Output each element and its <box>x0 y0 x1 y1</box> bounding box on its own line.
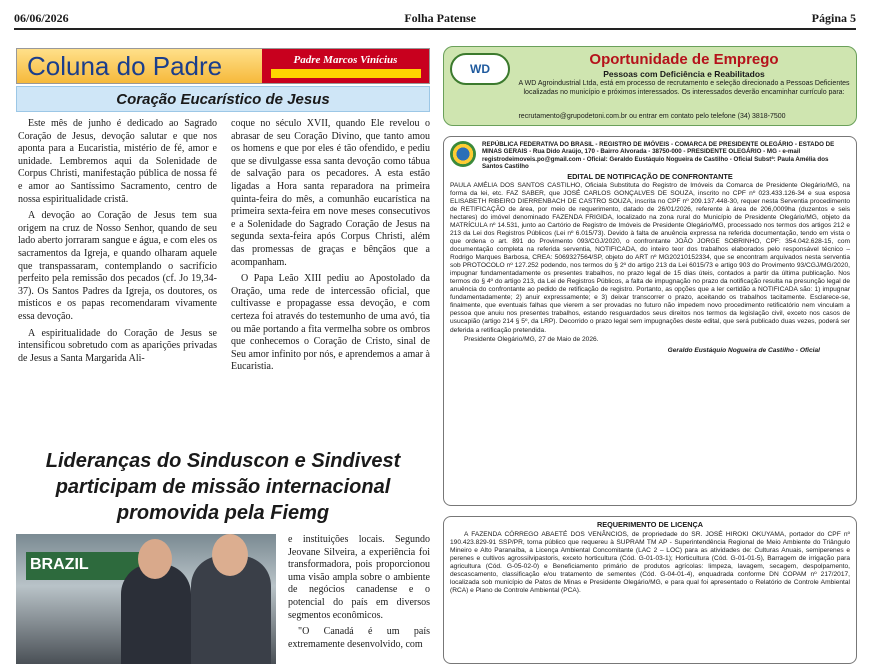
article-column-2 <box>231 118 430 408</box>
paragraph: O Papa Leão XIII pediu ao Apostolado da Oração, uma rede de intercessão oficial, que cultivasse e propagasse essa devoção, e com certeza foi através do testemunho de uma avó, tia ou mãe portando a fita vermelha sobre os ombros que conhecemos o Coração de Cristo, sinal de Seu amor infinito por nós, e aprendemos a amar à Eucaristia. <box>231 273 430 373</box>
paragraph: Presidente Olegário/MG, 27 de Maio de 2026. <box>464 335 599 343</box>
column-title: Coluna do Padre <box>17 49 262 83</box>
page-number: Página 5 <box>811 11 856 25</box>
paragraph: A espiritualidade do Coração de Jesus se intensificou sobretudo com as aparições privadas de Jesus a Santa Margarida Ali- <box>18 327 217 364</box>
masthead <box>14 10 856 30</box>
edital-title: EDITAL DE NOTIFICAÇÃO DE CONFRONTANTE <box>567 171 733 181</box>
person-1-head <box>138 539 172 579</box>
paragraph: Este mês de junho é dedicado ao Sagrado Coração de Jesus, devoção salutar e que nos aponta para a Eucaristia, mistério de fé, amor e unidade. Lembremos aqui da Solenidade de Corpus Christi, manifestação pública de nossa fé e amor ao Santíssimo Sacramento, centro de nossa espiritualidade cristã. <box>18 118 217 205</box>
person-2-head <box>212 534 248 576</box>
article-column-1 <box>18 118 217 408</box>
edital-header <box>450 141 850 171</box>
lideranca-text <box>288 534 430 655</box>
padre-article-body <box>18 118 430 408</box>
licenca-notice <box>443 516 857 664</box>
issue-date: 06/06/2026 <box>14 11 69 25</box>
licenca-body: A FAZENDA CÓRREGO ABAETÉ DOS VENÂNCIOS, de propriedade do SR. JOSÉ HIROKI OKUYAMA, portador do CPF nº 190.423.829-91 SSP/PR, torna público que requereu à SUPRAM TM AP - Superintendência Regional de Meio Ambiente do Triângulo Mineiro e Alto Paranaíba, a Licença Ambiental Concomitante (LAC 2 – LOC) para as atividades de: Culturas Anuais, semiperenes e perenes e cultivos agrossilvipastoris, exceto horticultura (Cód. G-01-03-1); Horticultura (Cód. G-01-01-5), Barragem de irrigação para agricultura (Cód. G-05-02-0) e Beneficiamento primário de produtos agrícolas: limpeza, lavagem, secagem, despolpamento, descascamento, classificação e/ou tratamento de sementes (Cód. G-04-01-4), enquadrada conforme DN COPAM nº 217/2017, localizada sob município de Patos de Minas e Presidente Olegário/MG, e para qual foi apresentado o Relatório de Controle Ambiental (RCA) e Plano de Controle Ambiental (PCA). <box>450 531 850 594</box>
paragraph: e instituições locais. Segundo Jeovane Silveira, a experiência foi transformadora, pois proporcionou uma visão ampla sobre o ambiente de negócios canadense e o potencial do país em diversos segmentos econômicos. <box>288 534 430 621</box>
job-ad-body: A WD Agroindustrial Ltda, está em processo de recrutamento e seleção direcionado a Pessoas Deficientes localizadas no município e próximos interessados. Os interessados deverão encaminhar currículo para: <box>518 80 850 96</box>
licenca-title: REQUERIMENTO DE LICENÇA <box>596 520 704 529</box>
paragraph: coque no século XVII, quando Ele revelou o abrasar de seu Coração Divino, que tanto amou os homens e que por eles é tão ofendido, e pediu que se divulgasse essa santa devoção como tábua de salvação para os pecadores. A esta estão ligadas a Hora santa reparadora na primeira quinta-feira do mês, a comunhão eucarística na primeira sexta-feira em nove meses consecutivos e a Solenidade do Sagrado Coração de Jesus na segunda sexta-feira após Corpus Christi, além das promessas de graças e bênçãos que a acompanham. <box>231 118 430 268</box>
lideranca-photo <box>16 534 276 664</box>
column-author-block <box>262 49 429 83</box>
edital-notice <box>443 136 857 506</box>
padre-column-header <box>16 48 430 112</box>
author-strip <box>271 69 421 78</box>
paragraph: "O Canadá é um país extremamente desenvolvido, com <box>288 626 430 650</box>
paragraph: A devoção ao Coração de Jesus tem sua origem na cruz de Nosso Senhor, quando de seu lado aberto jorraram sangue e água, e com eles os sacramentos da Igreja, e quando olharam aquele que transpassaram, contemplando o sacrifício perfeito pela remissão dos pecados (cf. Jo 19,34-37). Os Santos Padres da Igreja, os doutores, os místicos e os papas recomendaram vivamente essa devoção. <box>18 210 217 322</box>
job-ad-title: Oportunidade de Emprego <box>589 51 779 68</box>
article-title: Coração Eucarístico de Jesus <box>16 86 430 112</box>
job-ad-contact: recrutamento@grupodetoni.com.br ou entrar em contato pelo telefone (34) 3818-7500 <box>518 113 786 120</box>
column-author: Padre Marcos Vinícius <box>293 54 398 66</box>
job-ad-subtitle: Pessoas com Deficiência e Reabilitados <box>603 69 765 79</box>
newspaper-name: Folha Patense <box>404 11 476 25</box>
photo-banner: BRAZIL <box>26 552 146 580</box>
wd-logo: WD <box>450 53 510 85</box>
lideranca-headline: Lideranças do Sinduscon e Sindivest participam de missão internacional promovida pela Fiemg <box>45 450 401 524</box>
padre-banner <box>16 48 430 84</box>
job-ad <box>443 46 857 126</box>
paragraph: PAULA AMÉLIA DOS SANTOS CASTILHO, Oficiala Substituta do Registro de Imóveis da Comarca de Presidente Olegário/MG, na forma da lei, etc. FAZ SABER, que JOSÉ CARLOS GONÇALVES DE SOUZA, inscrito no CPF nº 023.433.126-34 e sua esposa ELISABETH RIBEIRO DIERRENBACH DE CASTRO SOUZA, inscrita no CPF nº 209.137.448-30, requer nesta Serventia procedimento de RETIFICAÇÃO de área, por meio de requerimento, datado de 26/01/2026, referente à área de 206,0009ha (duzentos e seis hectares) do imóvel denominado FAZENDA FRIGIDA, localizado na zona rural do Município de Presidente Olegário/MG, objeto da MATRÍCULA nº 14.531, junto ao Cartório de Registro de Imóveis de Presidente Olegário/MG, processado nos termos dos artigos 212 e 213 da Lei dos Registros Públicos (Lei nº 6.015/73). Devido à falta de anuência expressa na referida documentação, tendo em vista o que ordena o art. 891 do Provimento 093/CGJ/2020, o confrontante JOÃO JORGE SOBRINHO, CPF: 354.042.628-15, com documentação completa na referida serventia, NOTIFICADA, do inteiro teor dos trabalhos elaborados pelo responsável técnico – Rodrigo Marques Barbosa, CREA: 5069327564/SP, objeto do ART nº MG20210152334, que se encontram arquivados nesta serventia sob PROTOCOLO nº 127.252 podendo, nos termos do § 2º do artigo 213 da Lei 6015/73 e artigo 903 do Provimento 93/CGJ/MG/2020, impugnar fundamentadamente os presentes trabalhos, no prazo legal de 15 dias úteis, contados a partir da última publicação. Nos termos do § 4º do artigo 213, da Lei de Registros Públicos, a falta de impugnação no prazo da notificação resulta na presunção legal de anuência do confrontante ao pedido de retificação de registro. Portanto, as opções que a ler certidão a NOTIFICADA são: 1) impugnar fundamentadamente; 2) anuir expressamente; e 3) deixar transcorrer o prazo, aceitando os trabalhos tacitamente. Esclarece-se, finalmente, que eventuais falhas que vierem a ser provadas no futuro não impedem novo procedimento retificatório nem vinculam a pessoa que anuiu nos presentes trabalhos, estando resguardados seus direitos nos termos da legislação civil, exceto nos casos de usucapião (artigo 214 § 5º, da LRP). Decorrido o prazo legal sem impugnações deste edital, que será publicado duas vezes, poderá ser deferida a retificação pretendida. <box>450 181 850 334</box>
edital-signature: Geraldo Eustáquio Nogueira de Castilho - Oficial <box>667 346 820 354</box>
person-1 <box>121 564 191 664</box>
edital-header-text: REPÚBLICA FEDERATIVA DO BRASIL - REGISTRO DE IMÓVEIS - COMARCA DE PRESIDENTE OLEGÁRIO - ESTADO DE MINAS GERAIS - Rua Dido Araújo, 170 - Bairro Alvorada - 38750-000 - PRESIDENTE OLEGÁRIO - MG - e-mail registrodeimoveis.po@gmail.com - Oficial: Geraldo Eustáquio Nogueira de Castilho - Oficial Substª: Paula Amélia dos Santos Castilho <box>482 141 835 171</box>
brazil-seal-icon <box>450 141 476 167</box>
edital-body <box>450 182 850 344</box>
